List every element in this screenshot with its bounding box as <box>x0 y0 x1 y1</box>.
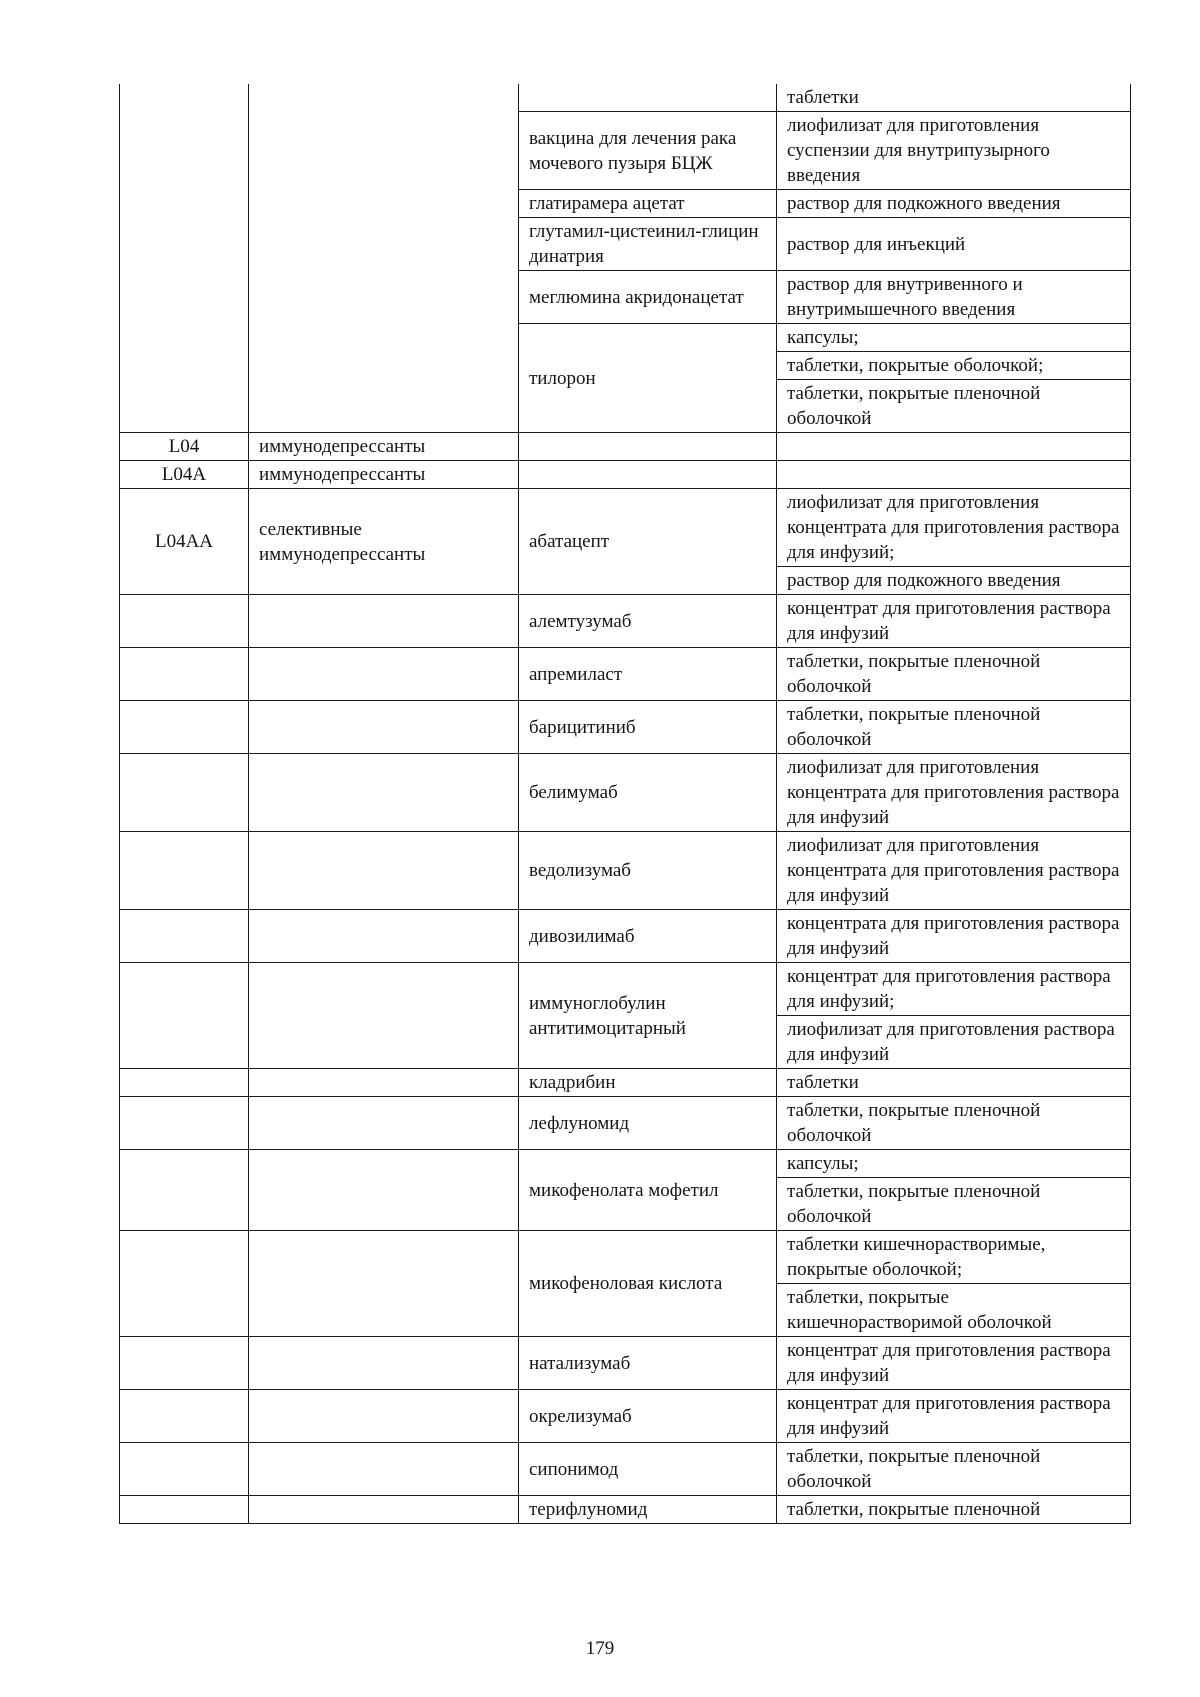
dosage-form-cell: лиофилизат для приготовления концентрата для приготовления раствора для инфузий <box>777 754 1131 832</box>
atc-code-cell <box>120 1390 249 1443</box>
dosage-form-cell: раствор для подкожного введения <box>777 190 1131 218</box>
atc-group-cell <box>249 1097 519 1150</box>
dosage-form-cell: концентрат для приготовления раствора для инфузий; <box>777 963 1131 1016</box>
dosage-form-cell: таблетки, покрытые пленочной <box>777 1496 1131 1524</box>
atc-code-cell <box>120 84 249 433</box>
atc-code-cell <box>120 1337 249 1390</box>
drug-name-cell: абатацепт <box>519 489 777 595</box>
dosage-form-cell: лиофилизат для приготовления концентрата для приготовления раствора для инфузий; <box>777 489 1131 567</box>
dosage-form-cell: концентрат для приготовления раствора для инфузий <box>777 1337 1131 1390</box>
dosage-form-cell <box>777 433 1131 461</box>
table-row <box>120 832 1131 910</box>
drug-name-cell: апремиласт <box>519 648 777 701</box>
table-row <box>120 910 1131 963</box>
atc-group-cell <box>249 1390 519 1443</box>
dosage-form-cell: таблетки, покрытые пленочной оболочкой <box>777 1097 1131 1150</box>
page-number: 179 <box>585 1638 615 1659</box>
drug-name-cell: алемтузумаб <box>519 595 777 648</box>
drug-name-cell: дивозилимаб <box>519 910 777 963</box>
table-row <box>120 1231 1131 1284</box>
atc-group-cell: селективные иммунодепрессанты <box>249 489 519 595</box>
drug-name-cell: сипонимод <box>519 1443 777 1496</box>
drug-name-cell: вакцина для лечения рака мочевого пузыря БЦЖ <box>519 112 777 190</box>
atc-group-cell <box>249 648 519 701</box>
atc-group-cell <box>249 963 519 1069</box>
atc-code-cell <box>120 1069 249 1097</box>
drug-list-table <box>119 84 1131 1524</box>
table-row <box>120 1097 1131 1150</box>
drug-name-cell: микофеноловая кислота <box>519 1231 777 1337</box>
dosage-form-cell: раствор для инъекций <box>777 218 1131 271</box>
atc-group-cell <box>249 910 519 963</box>
dosage-form-cell: таблетки <box>777 1069 1131 1097</box>
atc-group-cell <box>249 1069 519 1097</box>
drug-name-cell: окрелизумаб <box>519 1390 777 1443</box>
drug-name-cell: кладрибин <box>519 1069 777 1097</box>
dosage-form-cell: таблетки <box>777 84 1131 112</box>
dosage-form-cell: концентрат для приготовления раствора для инфузий <box>777 1390 1131 1443</box>
atc-group-cell <box>249 1496 519 1524</box>
atc-code-cell <box>120 1496 249 1524</box>
table-row <box>120 461 1131 489</box>
atc-code-cell <box>120 701 249 754</box>
drug-name-cell: ведолизумаб <box>519 832 777 910</box>
atc-group-cell <box>249 84 519 433</box>
drug-list-table-body <box>120 84 1131 1524</box>
table-row <box>120 963 1131 1016</box>
atc-group-cell <box>249 595 519 648</box>
drug-name-cell: глатирамера ацетат <box>519 190 777 218</box>
atc-group-cell: иммунодепрессанты <box>249 461 519 489</box>
drug-name-cell: микофенолата мофетил <box>519 1150 777 1231</box>
atc-code-cell <box>120 1150 249 1231</box>
dosage-form-cell: таблетки, покрытые кишечнорастворимой оболочкой <box>777 1284 1131 1337</box>
dosage-form-cell: лиофилизат для приготовления концентрата для приготовления раствора для инфузий <box>777 832 1131 910</box>
dosage-form-cell: таблетки, покрытые пленочной оболочкой <box>777 380 1131 433</box>
table-row <box>120 595 1131 648</box>
atc-code-cell <box>120 910 249 963</box>
dosage-form-cell: лиофилизат для приготовления раствора для инфузий <box>777 1016 1131 1069</box>
dosage-form-cell: таблетки, покрытые оболочкой; <box>777 352 1131 380</box>
drug-name-cell: натализумаб <box>519 1337 777 1390</box>
table-row <box>120 1069 1131 1097</box>
table-row <box>120 84 1131 112</box>
atc-code-cell <box>120 648 249 701</box>
drug-name-cell: лефлуномид <box>519 1097 777 1150</box>
atc-code-cell: L04A <box>120 461 249 489</box>
table-row <box>120 1390 1131 1443</box>
dosage-form-cell: концентрата для приготовления раствора для инфузий <box>777 910 1131 963</box>
dosage-form-cell: раствор для подкожного введения <box>777 567 1131 595</box>
atc-group-cell <box>249 1443 519 1496</box>
dosage-form-cell: таблетки, покрытые пленочной оболочкой <box>777 648 1131 701</box>
dosage-form-cell: концентрат для приготовления раствора для инфузий <box>777 595 1131 648</box>
drug-name-cell: барицитиниб <box>519 701 777 754</box>
table-row <box>120 754 1131 832</box>
atc-group-cell <box>249 832 519 910</box>
table-row <box>120 1337 1131 1390</box>
table-row <box>120 1150 1131 1178</box>
table-row <box>120 1496 1131 1524</box>
atc-group-cell: иммунодепрессанты <box>249 433 519 461</box>
drug-name-cell <box>519 84 777 112</box>
dosage-form-cell: таблетки, покрытые пленочной оболочкой <box>777 701 1131 754</box>
atc-group-cell <box>249 1231 519 1337</box>
atc-code-cell <box>120 832 249 910</box>
table-row <box>120 1443 1131 1496</box>
atc-group-cell <box>249 1337 519 1390</box>
atc-group-cell <box>249 754 519 832</box>
dosage-form-cell: раствор для внутривенного и внутримышечного введения <box>777 271 1131 324</box>
table-row <box>120 648 1131 701</box>
atc-code-cell <box>120 963 249 1069</box>
drug-name-cell: иммуноглобулин антитимоцитарный <box>519 963 777 1069</box>
atc-code-cell <box>120 595 249 648</box>
atc-group-cell <box>249 701 519 754</box>
dosage-form-cell: лиофилизат для приготовления суспензии для внутрипузырного введения <box>777 112 1131 190</box>
dosage-form-cell: таблетки, покрытые пленочной оболочкой <box>777 1178 1131 1231</box>
drug-name-cell: тилорон <box>519 324 777 433</box>
atc-code-cell: L04AA <box>120 489 249 595</box>
atc-group-cell <box>249 1150 519 1231</box>
dosage-form-cell: таблетки кишечнорастворимые, покрытые оболочкой; <box>777 1231 1131 1284</box>
dosage-form-cell: капсулы; <box>777 324 1131 352</box>
dosage-form-cell: таблетки, покрытые пленочной оболочкой <box>777 1443 1131 1496</box>
drug-name-cell: белимумаб <box>519 754 777 832</box>
atc-code-cell: L04 <box>120 433 249 461</box>
drug-name-cell: глутамил-цистеинил-глицин динатрия <box>519 218 777 271</box>
atc-code-cell <box>120 1443 249 1496</box>
atc-code-cell <box>120 1231 249 1337</box>
dosage-form-cell <box>777 461 1131 489</box>
atc-code-cell <box>120 754 249 832</box>
drug-name-cell <box>519 461 777 489</box>
table-row <box>120 489 1131 567</box>
drug-name-cell: терифлуномид <box>519 1496 777 1524</box>
table-row <box>120 433 1131 461</box>
atc-code-cell <box>120 1097 249 1150</box>
dosage-form-cell: капсулы; <box>777 1150 1131 1178</box>
table-row <box>120 701 1131 754</box>
drug-name-cell: меглюмина акридонацетат <box>519 271 777 324</box>
drug-name-cell <box>519 433 777 461</box>
